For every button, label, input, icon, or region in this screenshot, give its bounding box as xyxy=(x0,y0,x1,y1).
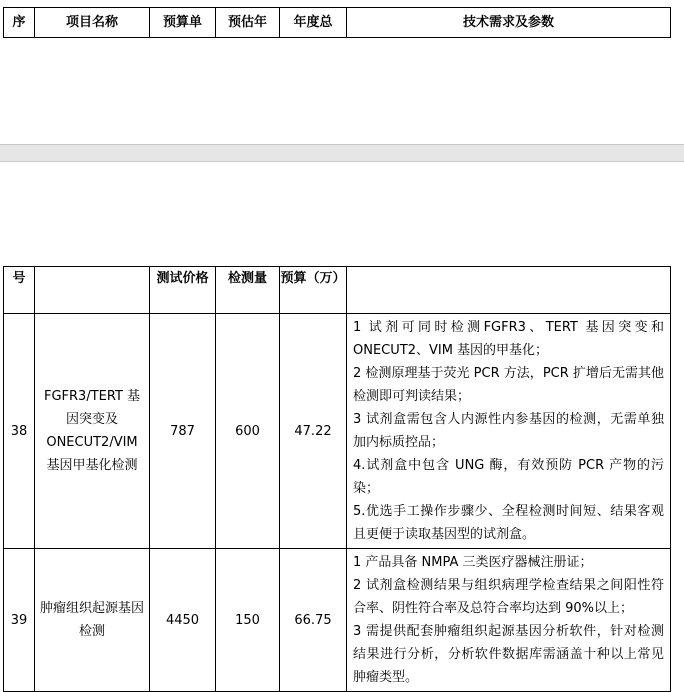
table-row xyxy=(4,549,671,692)
row-budget: 66.75 xyxy=(280,549,347,692)
row-requirements xyxy=(347,314,671,549)
header-row xyxy=(4,8,671,38)
page-break xyxy=(0,144,684,162)
row-quantity: 150 xyxy=(216,549,280,692)
col-header-estimated-year: 预估年 xyxy=(216,8,280,38)
requirement-item: 2 检测原理基于荧光 PCR 方法，PCR 扩增后无需其他检测即可判读结果； xyxy=(353,366,664,404)
requirement-item: 5.优选手工操作步骤少、全程检测时间短、结果客观且更便于读取基因型的试剂盒。 xyxy=(353,504,664,542)
body-table xyxy=(3,266,671,692)
requirement-item: 3 试剂盒需包含人内源性内参基因的检测，无需单独加内标质控品； xyxy=(353,412,664,450)
row-price: 787 xyxy=(150,314,216,549)
col-header-name-cont xyxy=(35,267,150,314)
row-quantity: 600 xyxy=(216,314,280,549)
requirement-item: 2 试剂盒检测结果与组织病理学检查结果之间阳性符合率、阴性符合率及总符合率均达到 90%以上； xyxy=(353,578,664,616)
col-header-name: 项目名称 xyxy=(35,8,150,38)
requirement-item: 4.试剂盒中包含 UNG 酶，有效预防 PCR 产物的污染； xyxy=(353,458,664,496)
row-name: FGFR3/TERT 基因突变及 ONECUT2/VIM 基因甲基化检测 xyxy=(35,314,150,549)
row-no: 38 xyxy=(4,314,35,549)
col-header-no-cont: 号 xyxy=(4,267,35,314)
row-name: 肿瘤组织起源基因检测 xyxy=(35,549,150,692)
col-header-no: 序 xyxy=(4,8,35,38)
col-header-test-price: 测试价格 xyxy=(150,267,216,314)
col-header-budget: 预算（万） xyxy=(280,267,347,314)
requirement-item: 1 产品具备 NMPA 三类医疗器械注册证； xyxy=(353,555,593,570)
col-header-annual-total: 年度总 xyxy=(280,8,347,38)
col-header-unit-price: 预算单 xyxy=(150,8,216,38)
row-budget: 47.22 xyxy=(280,314,347,549)
col-header-requirements: 技术需求及参数 xyxy=(347,8,671,38)
row-price: 4450 xyxy=(150,549,216,692)
header-table xyxy=(3,7,671,38)
table-row xyxy=(4,314,671,549)
row-requirements xyxy=(347,549,671,692)
col-header-requirements-cont xyxy=(347,267,671,314)
continued-header-row xyxy=(4,267,671,314)
col-header-quantity: 检测量 xyxy=(216,267,280,314)
requirement-item: 1 试剂可同时检测FGFR3、TERT 基因突变和ONECUT2、VIM 基因的甲基化； xyxy=(353,320,664,358)
row-no: 39 xyxy=(4,549,35,692)
requirement-item: 3 需提供配套肿瘤组织起源基因分析软件，针对检测结果进行分析，分析软件数据库需涵盖十种以上常见肿瘤类型。 xyxy=(353,624,664,685)
